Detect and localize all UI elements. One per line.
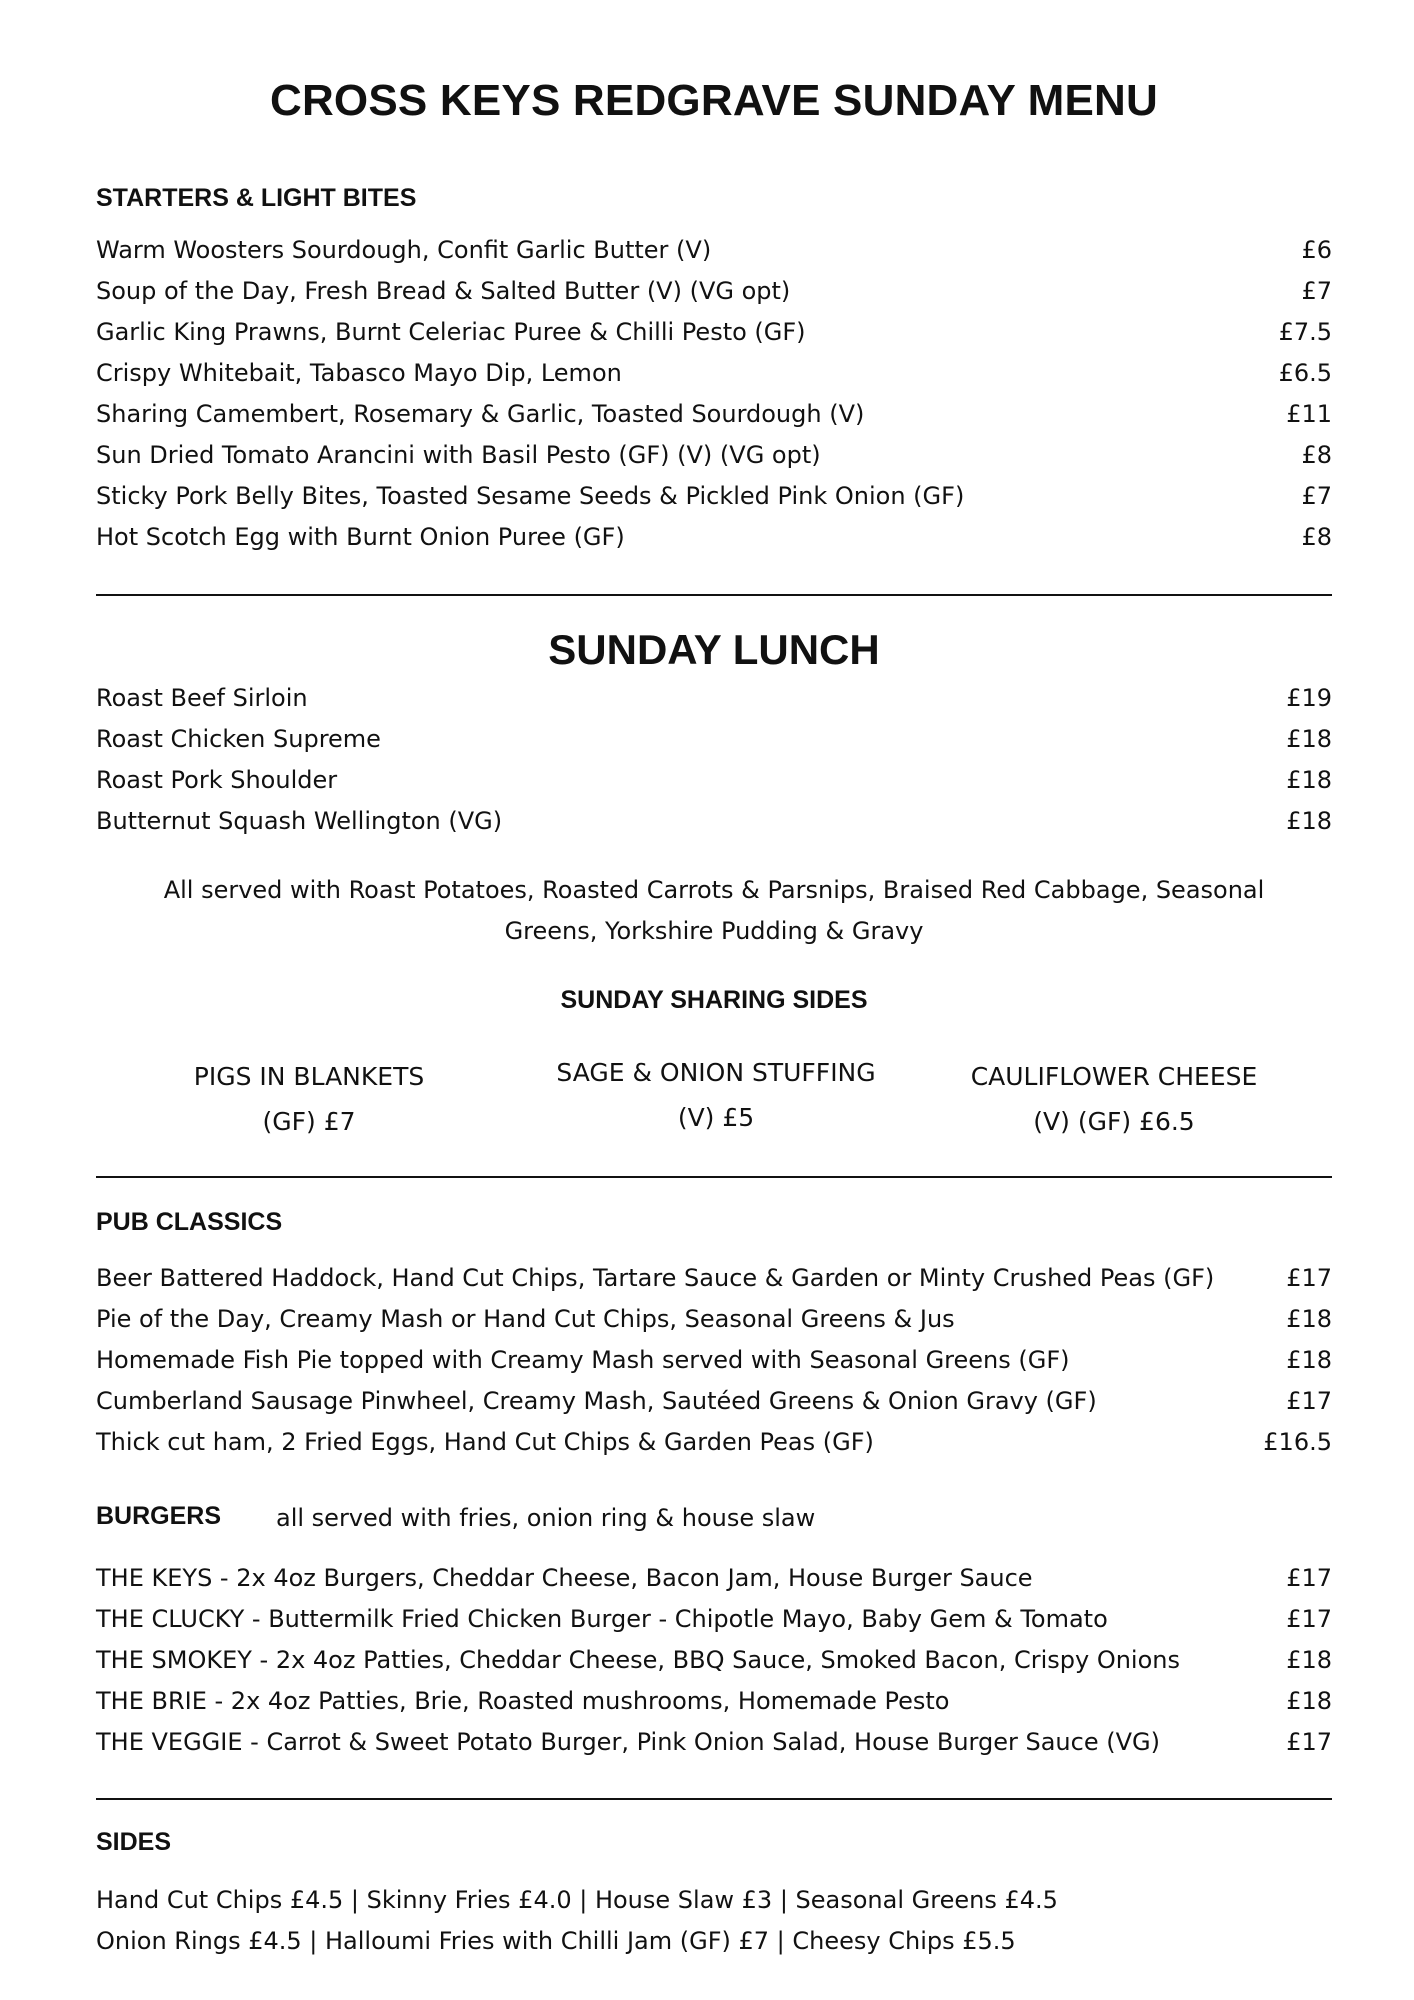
pub-classics-list [96, 1264, 1332, 1469]
burgers-note: all served with fries, onion ring & house slaw [276, 1504, 816, 1532]
item-price: £7.5 [1278, 318, 1332, 346]
item-price: £18 [1286, 1646, 1332, 1674]
item-name: Roast Pork Shoulder [96, 766, 338, 794]
menu-item [96, 523, 1332, 564]
side-name: CAULIFLOWER CHEESE [970, 1062, 1258, 1091]
starters-heading: STARTERS & LIGHT BITES [96, 184, 417, 212]
side-name: SAGE & ONION STUFFING [556, 1058, 876, 1087]
item-name: THE CLUCKY - Buttermilk Fried Chicken Burger - Chipotle Mayo, Baby Gem & Tomato [96, 1605, 1108, 1633]
item-name: Thick cut ham, 2 Fried Eggs, Hand Cut Chips & Garden Peas (GF) [96, 1428, 874, 1456]
item-price: £17 [1286, 1387, 1332, 1415]
menu-item [96, 1646, 1332, 1687]
item-price: £18 [1286, 766, 1332, 794]
sunday-lunch-heading: SUNDAY LUNCH [548, 626, 880, 673]
sides-line: Hand Cut Chips £4.5 | Skinny Fries £4.0 | House Slaw £3 | Seasonal Greens £4.5 [96, 1886, 1058, 1914]
item-price: £7 [1301, 482, 1332, 510]
item-name: Homemade Fish Pie topped with Creamy Mash served with Seasonal Greens (GF) [96, 1346, 1070, 1374]
item-price: £6.5 [1278, 359, 1332, 387]
item-name: Cumberland Sausage Pinwheel, Creamy Mash, Sautéed Greens & Onion Gravy (GF) [96, 1387, 1097, 1415]
item-name: Sharing Camembert, Rosemary & Garlic, Toasted Sourdough (V) [96, 400, 865, 428]
item-price: £7 [1301, 277, 1332, 305]
item-price: £8 [1301, 523, 1332, 551]
item-price: £18 [1286, 807, 1332, 835]
section-divider [96, 1798, 1332, 1800]
item-name: Pie of the Day, Creamy Mash or Hand Cut Chips, Seasonal Greens & Jus [96, 1305, 955, 1333]
item-name: Butternut Squash Wellington (VG) [96, 807, 503, 835]
item-name: Crispy Whitebait, Tabasco Mayo Dip, Lemon [96, 359, 622, 387]
item-name: Beer Battered Haddock, Hand Cut Chips, Tartare Sauce & Garden or Minty Crushed Peas (GF) [96, 1264, 1215, 1292]
item-name: Hot Scotch Egg with Burnt Onion Puree (GF) [96, 523, 625, 551]
item-price: £18 [1286, 725, 1332, 753]
item-price: £17 [1286, 1728, 1332, 1756]
item-name: THE SMOKEY - 2x 4oz Patties, Cheddar Cheese, BBQ Sauce, Smoked Bacon, Crispy Onions [96, 1646, 1180, 1674]
item-name: Sticky Pork Belly Bites, Toasted Sesame Seeds & Pickled Pink Onion (GF) [96, 482, 965, 510]
item-price: £16.5 [1263, 1428, 1332, 1456]
sunday-lunch-note: All served with Roast Potatoes, Roasted Carrots & Parsnips, Braised Red Cabbage, Seasonal Greens, Yorkshire Pudding & Gravy [163, 876, 1265, 945]
burgers-list [96, 1564, 1332, 1769]
sharing-side-item [154, 1054, 464, 1144]
item-price: £18 [1286, 1305, 1332, 1333]
item-price: £19 [1286, 684, 1332, 712]
side-detail: (V) (GF) £6.5 [1033, 1107, 1195, 1136]
item-name: Roast Beef Sirloin [96, 684, 308, 712]
side-name: PIGS IN BLANKETS [193, 1062, 425, 1091]
pub-classics-heading: PUB CLASSICS [96, 1208, 283, 1236]
section-divider [96, 1176, 1332, 1178]
sides-line: Onion Rings £4.5 | Halloumi Fries with Chilli Jam (GF) £7 | Cheesy Chips £5.5 [96, 1927, 1016, 1955]
menu-item [96, 318, 1332, 359]
menu-item [96, 1264, 1332, 1305]
item-price: £18 [1286, 1687, 1332, 1715]
item-name: Roast Chicken Supreme [96, 725, 381, 753]
sunday-lunch-list [96, 684, 1332, 848]
menu-item [96, 277, 1332, 318]
menu-item [96, 400, 1332, 441]
menu-item [96, 766, 1332, 807]
side-detail: (GF) £7 [262, 1107, 356, 1136]
starters-list [96, 236, 1332, 564]
sharing-side-item [954, 1054, 1274, 1144]
item-name: THE BRIE - 2x 4oz Patties, Brie, Roasted mushrooms, Homemade Pesto [96, 1687, 950, 1715]
menu-item [96, 1605, 1332, 1646]
menu-item [96, 725, 1332, 766]
item-price: £17 [1286, 1605, 1332, 1633]
sharing-sides-heading: SUNDAY SHARING SIDES [560, 986, 868, 1014]
burgers-heading: BURGERS [96, 1502, 222, 1530]
item-price: £18 [1286, 1346, 1332, 1374]
menu-item [96, 1687, 1332, 1728]
menu-item [96, 807, 1332, 848]
menu-item [96, 1564, 1332, 1605]
menu-item [96, 236, 1332, 277]
menu-item [96, 1346, 1332, 1387]
item-name: Sun Dried Tomato Arancini with Basil Pesto (GF) (V) (VG opt) [96, 441, 821, 469]
item-name: THE VEGGIE - Carrot & Sweet Potato Burger, Pink Onion Salad, House Burger Sauce (VG) [96, 1728, 1160, 1756]
item-name: Soup of the Day, Fresh Bread & Salted Butter (V) (VG opt) [96, 277, 791, 305]
menu-page [96, 0, 1332, 2000]
menu-item [96, 359, 1332, 400]
menu-item [96, 1387, 1332, 1428]
section-divider [96, 594, 1332, 596]
menu-item [96, 1428, 1332, 1469]
item-price: £17 [1286, 1564, 1332, 1592]
menu-item [96, 1728, 1332, 1769]
item-name: Garlic King Prawns, Burnt Celeriac Puree & Chilli Pesto (GF) [96, 318, 806, 346]
item-name: THE KEYS - 2x 4oz Burgers, Cheddar Cheese, Bacon Jam, House Burger Sauce [96, 1564, 1033, 1592]
menu-item [96, 684, 1332, 725]
item-price: £11 [1286, 400, 1332, 428]
menu-item [96, 482, 1332, 523]
item-name: Warm Woosters Sourdough, Confit Garlic Butter (V) [96, 236, 712, 264]
item-price: £6 [1301, 236, 1332, 264]
menu-item [96, 1305, 1332, 1346]
item-price: £8 [1301, 441, 1332, 469]
menu-item [96, 441, 1332, 482]
sides-heading: SIDES [96, 1828, 172, 1856]
sharing-side-item [516, 1050, 916, 1140]
side-detail: (V) £5 [677, 1103, 755, 1132]
menu-title: CROSS KEYS REDGRAVE SUNDAY MENU [269, 76, 1158, 125]
item-price: £17 [1286, 1264, 1332, 1292]
